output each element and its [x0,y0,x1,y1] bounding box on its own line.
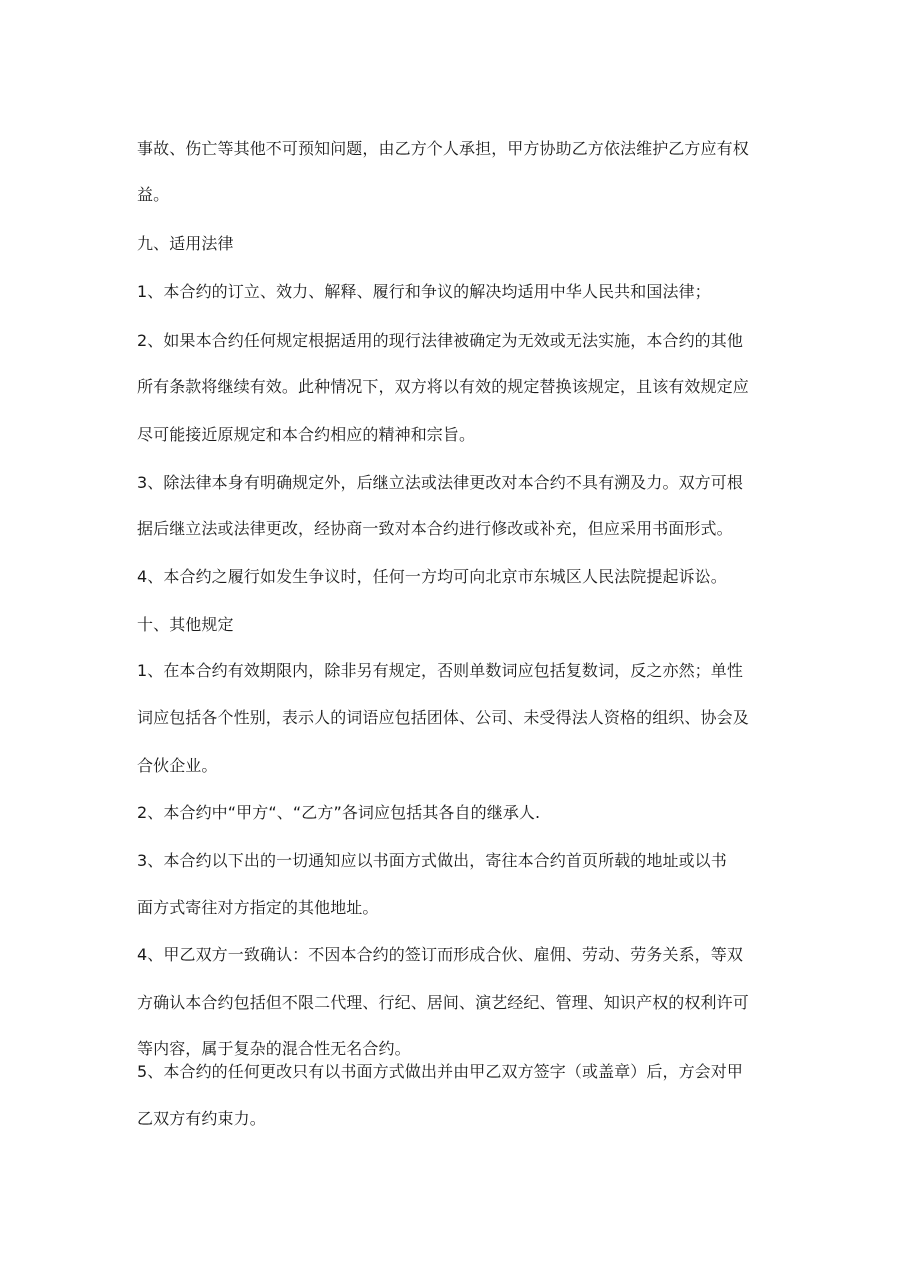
paragraph-line: 3、除法律本身有明确规定外，后继立法或法律更改对本合约不具有溯及力。双方可根 [137,473,743,492]
paragraph-line: 所有条款将继续有效。此种情况下，双方将以有效的规定替换该规定，且该有效规定应 [137,377,749,396]
paragraph-line: 2、本合约中“甲方“、“乙方”各词应包括其各自的继承人. [137,803,541,822]
section-heading: 十、其他规定 [137,615,234,634]
paragraph-line: 1、本合约的订立、效力、解释、履行和争议的解决均适用中华人民共和国法律； [137,282,711,301]
paragraph-line: 面方式寄往对方指定的其他地址。 [137,898,379,917]
paragraph-line: 3、本合约以下出的一切通知应以书面方式做出，寄往本合约首页所载的地址或以书 [137,851,727,870]
paragraph-line: 尽可能接近原规定和本合约相应的精神和宗旨。 [137,425,476,444]
paragraph-line: 益。 [137,185,170,204]
section-heading: 九、适用法律 [137,234,234,253]
paragraph-line: 事故、伤亡等其他不可预知问题，由乙方个人承担，甲方协助乙方依法维护乙方应有权 [137,139,749,158]
paragraph-line: 4、甲乙双方一致确认：不因本合约的签订而形成合伙、雇佣、劳动、劳务关系，等双 [137,945,743,964]
paragraph-line: 词应包括各个性别，表示人的词语应包括团体、公司、未受得法人资格的组织、协会及 [137,708,749,727]
paragraph-line: 据后继立法或法律更改，经协商一致对本合约进行修改或补充，但应采用书面形式。 [137,519,733,538]
paragraph-line: 1、在本合约有效期限内，除非另有规定，否则单数词应包括复数词，反之亦然；单性 [137,661,743,680]
paragraph-line: 合伙企业。 [137,756,218,775]
paragraph-line: 方确认本合约包括但不限二代理、行纪、居间、演艺经纪、管理、知识产权的权利许可 [137,993,749,1012]
paragraph-line: 5、本合约的任何更改只有以书面方式做出并由甲乙双方签字（或盖章）后，方会对甲 [137,1062,743,1081]
paragraph-line: 2、如果本合约任何规定根据适用的现行法律被确定为无效或无法实施，本合约的其他 [137,331,743,350]
paragraph-line: 乙双方有约束力。 [137,1109,266,1128]
paragraph-line: 等内容，属于复杂的混合性无名合约。 [137,1039,411,1058]
paragraph-line: 4、本合约之履行如发生争议时，任何一方均可向北京市东城区人民法院提起诉讼。 [137,567,727,586]
